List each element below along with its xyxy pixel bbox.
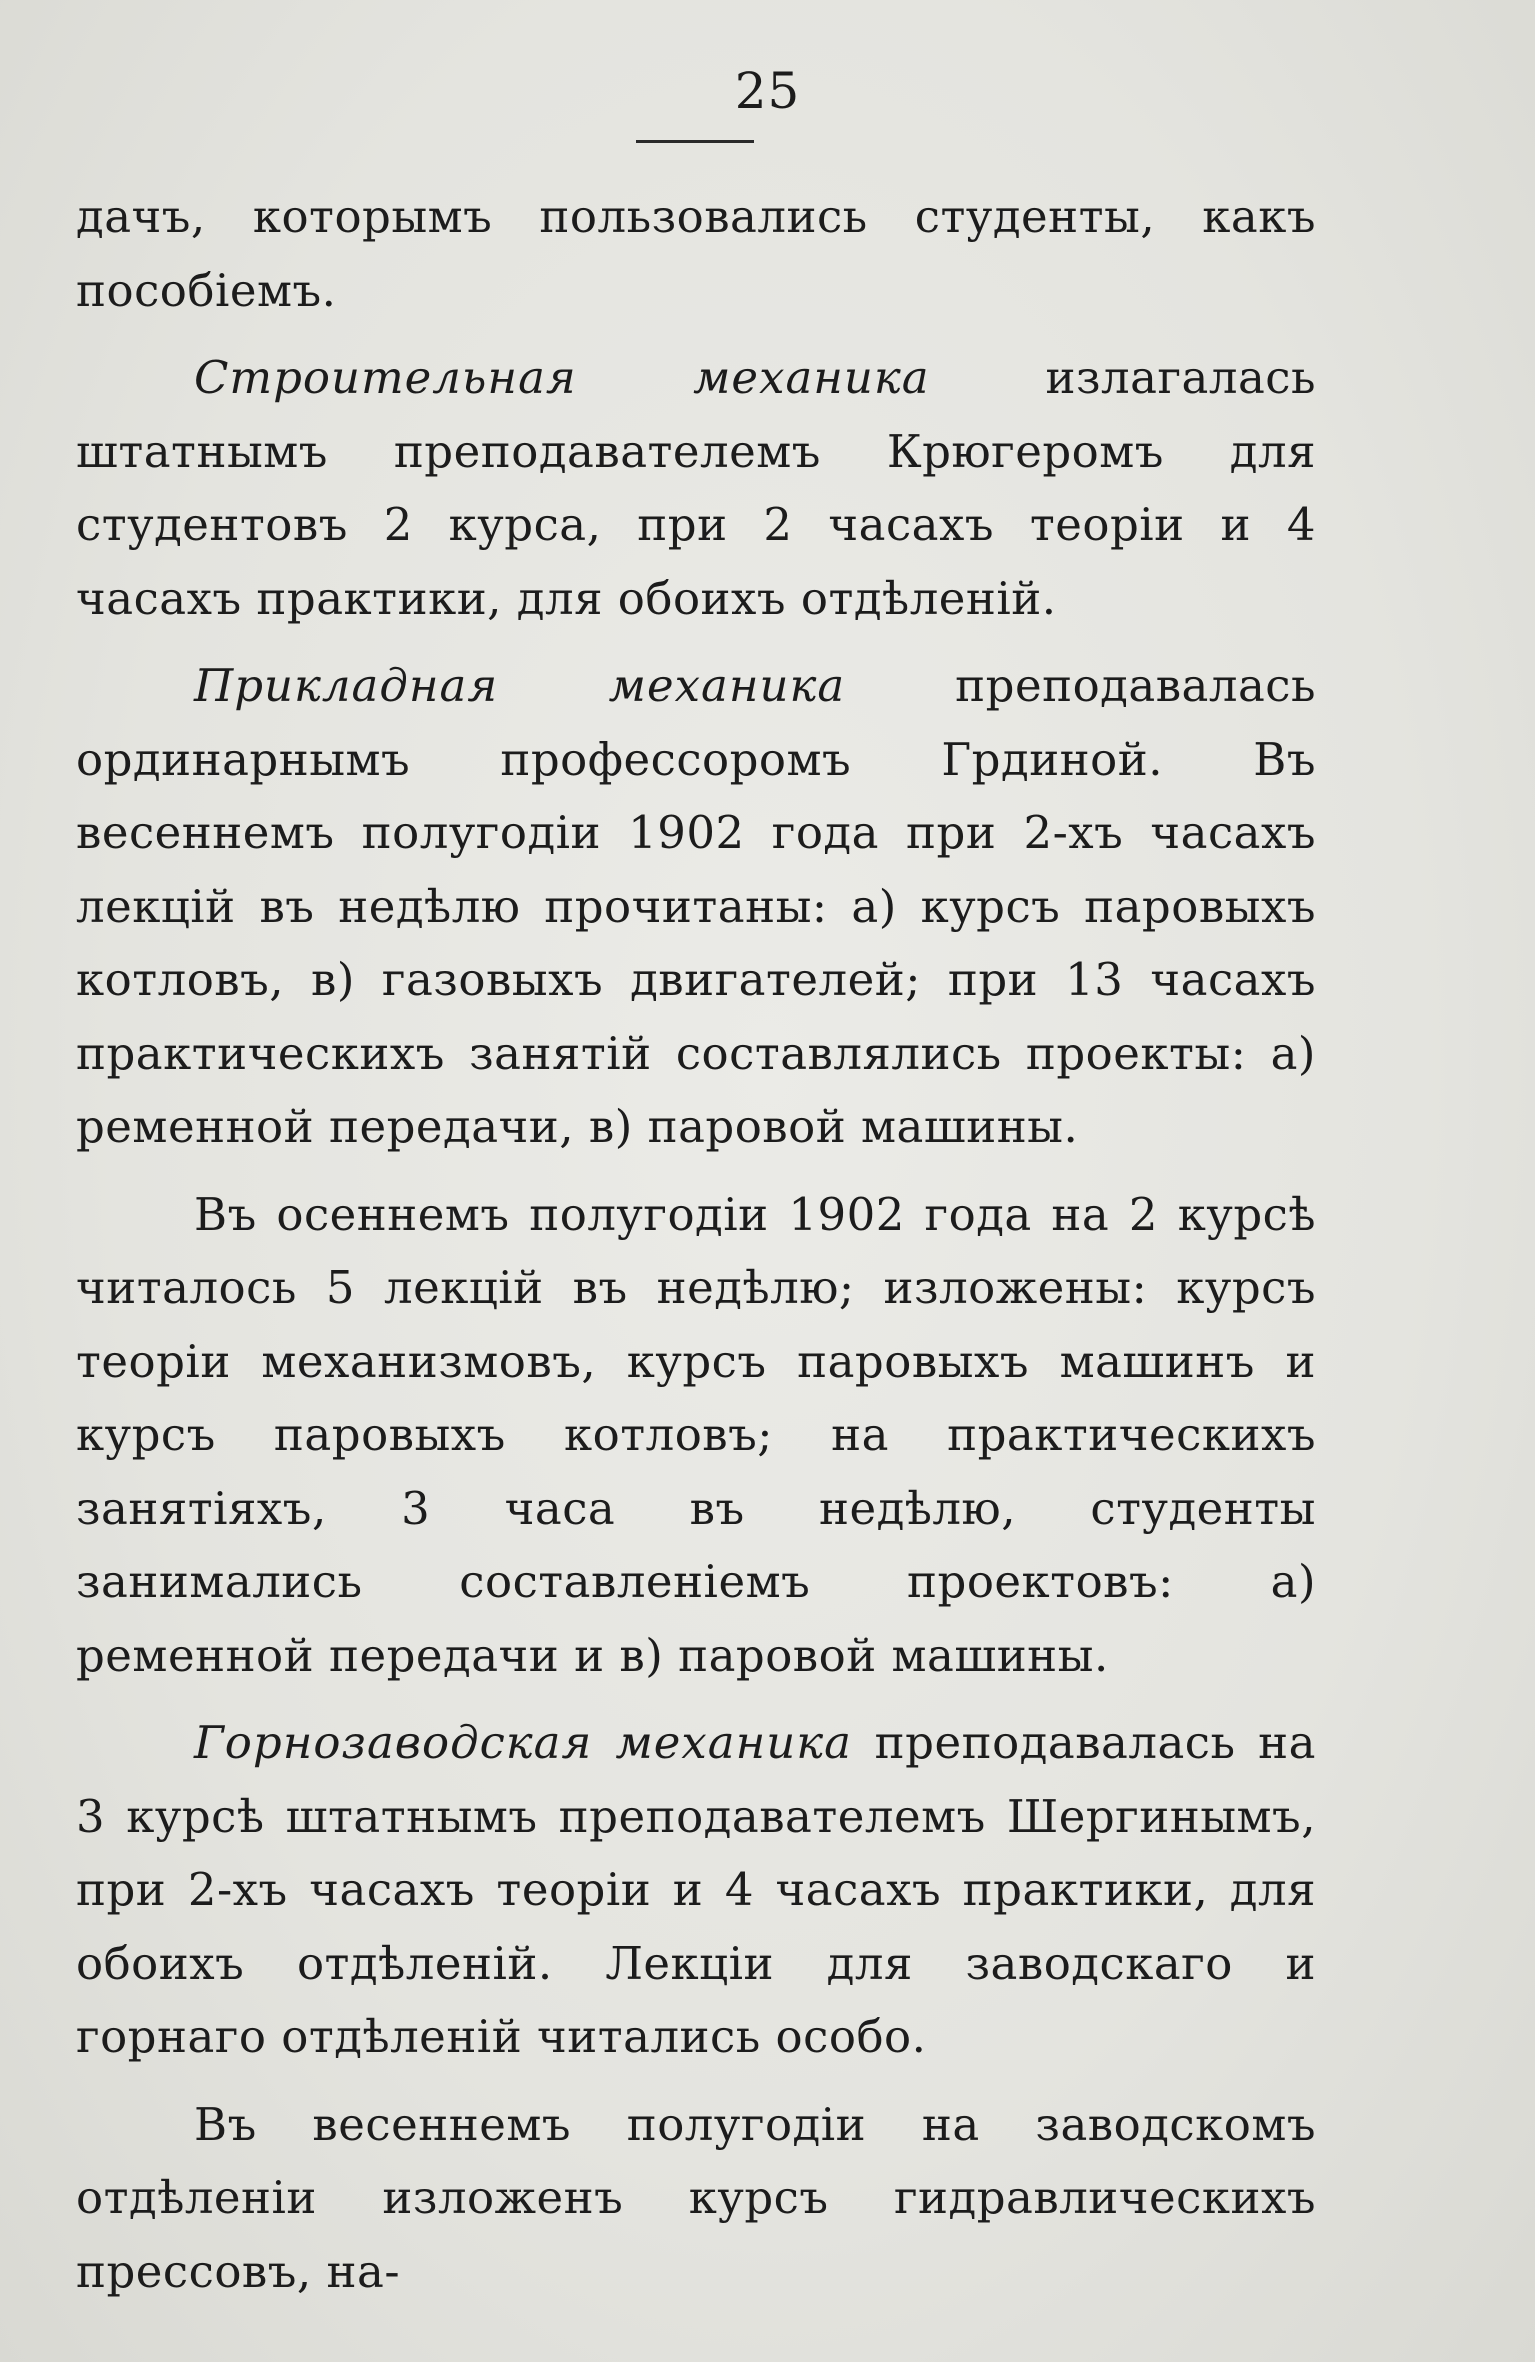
section-heading: Горнозаводская механика [194,1716,852,1769]
paragraph-text: дачъ, которымъ пользовались студенты, какъ пособіемъ. [76,190,1316,317]
paragraph-text: излагалась штатнымъ преподавателемъ Крюгеромъ для студентовъ 2 курса, при 2 часахъ теоріи и 4 часахъ практики, для обоихъ отдѣленій. [76,351,1316,625]
section-heading: Прикладная механика [194,659,846,712]
paragraph-spring-semester [76,2088,1316,2309]
paragraph-text: преподавалась на 3 курсѣ штатнымъ преподавателемъ Шергинымъ, при 2-хъ часахъ теоріи и 4 часахъ практики, для обоихъ отдѣленій. Лекціи для заводскаго и горнаго отдѣленій читались особо. [76,1716,1317,2063]
paragraph-structural-mechanics [76,341,1316,635]
paragraph-autumn-semester [76,1178,1316,1693]
paragraph-text: Въ осеннемъ полугодіи 1902 года на 2 курсѣ читалось 5 лекцій въ недѣлю; изложены: курсъ теоріи механизмовъ, курсъ паровыхъ машинъ и курсъ паровыхъ котловъ; на практическихъ занятіяхъ, 3 часа въ недѣлю, студенты занимались составленіемъ проектовъ: а) ременной передачи и в) паровой машины. [76,1187,1316,1682]
paragraph-text: Въ весеннемъ полугодіи на заводскомъ отдѣленіи изложенъ курсъ гидравлическихъ прессовъ, на- [76,2097,1316,2298]
paragraph-mining-mechanics [76,1706,1316,2074]
page-number-rule [636,140,754,143]
body-text [76,180,1316,2322]
paragraph-text: преподавалась ординарнымъ профессоромъ Грдиной. Въ весеннемъ полугодіи 1902 года при 2-хъ часахъ лекцій въ недѣлю прочитаны: а) курсъ паровыхъ котловъ, в) газовыхъ двигателей; при 13 часахъ практическихъ занятій составлялись проекты: а) ременной передачи, в) паровой машины. [76,659,1316,1153]
section-heading: Строительная механика [194,351,930,404]
paragraph-continuation [76,180,1316,327]
paragraph-applied-mechanics [76,649,1316,1164]
page-number: 25 [734,62,801,120]
